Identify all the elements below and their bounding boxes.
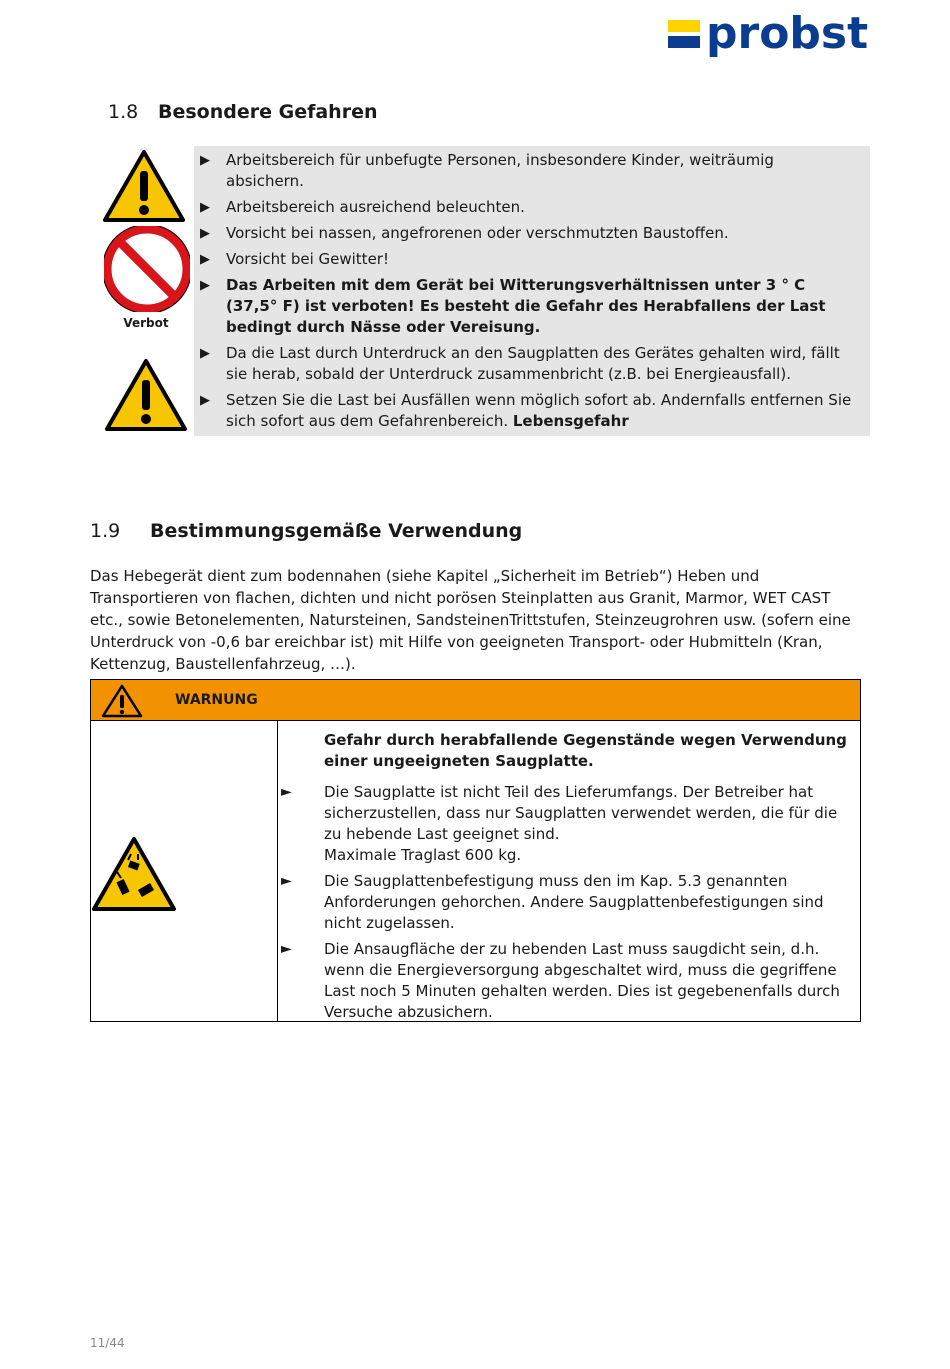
hazard-emphasis: Lebensgefahr xyxy=(512,412,629,430)
probst-logo-mark xyxy=(668,8,904,62)
table-divider xyxy=(277,721,278,1022)
hazard-list xyxy=(194,150,854,437)
hazard-item: ▶ Setzen Sie die Last bei Ausfällen wenn möglich sofort ab. Andernfalls entfernen Sie sich sofort aus dem Gefahrenbereich. Lebensgefahr xyxy=(200,391,852,430)
prohibition-icon xyxy=(104,226,190,316)
section-number: 1.8 xyxy=(108,101,139,123)
bullet-arrow-icon: ► xyxy=(281,873,292,889)
warning-header xyxy=(91,680,860,721)
bullet-arrow-icon: ▶ xyxy=(200,153,210,168)
hazard-item-bold: ▶ Das Arbeiten mit dem Gerät bei Witterungsverhältnissen unter 3 ° C (37,5° F) ist verboten! Es besteht die Gefahr des Herabfallens der Last bedingt durch Nässe oder Vereisung. xyxy=(200,276,826,336)
warning-triangle-icon xyxy=(104,358,188,436)
warning-item: ► Die Saugplattenbefestigung muss den im Kap. 5.3 genannten Anforderungen gehorchen. Andere Saugplattenbefestigungen sind nicht zugelassen. xyxy=(281,872,824,932)
prohibition-label: Verbot xyxy=(123,316,169,330)
bullet-arrow-icon: ▶ xyxy=(200,252,210,267)
warning-label: WARNUNG xyxy=(175,692,258,708)
page-number: 11/44 xyxy=(90,1336,125,1350)
hazard-item: ▶ Vorsicht bei Gewitter! xyxy=(200,250,389,268)
warning-triangle-icon xyxy=(101,684,143,718)
probst-logo xyxy=(668,8,904,62)
max-load-note: Maximale Traglast 600 kg. xyxy=(324,846,522,864)
bullet-arrow-icon: ▶ xyxy=(200,393,210,408)
bullet-arrow-icon: ▶ xyxy=(200,226,210,241)
intended-use-paragraph: Das Hebegerät dient zum bodennahen (siehe Kapitel „Sicherheit im Betrieb“) Heben und Transportieren von flachen, dichten und nicht porösen Steinplatten aus Granit, Marmor, WET CAST etc., sowie Betonelementen, Natursteinen, SandsteinenTrittstufen, Steinzeugrohren usw. (sofern eine Unterdruck von -0,6 bar ereichbar ist) mit Hilfe von geeigneten Transport- oder Hubmitteln (Kran, Kettenzug, Baustellenfahrzeug, …). xyxy=(90,567,851,673)
hazard-item: ▶ Vorsicht bei nassen, angefrorenen oder verschmutzten Baustoffen. xyxy=(200,224,729,242)
warning-box xyxy=(90,679,861,1022)
warning-item: ► Die Ansaugfläche der zu hebenden Last muss saugdicht sein, d.h. wenn die Energieversorgung abgeschaltet wird, muss die gegriffene Last noch 5 Minuten gehalten werden. Dies ist gegebenenfalls durch Versuche abzusichern. xyxy=(281,940,840,1021)
hazard-box xyxy=(194,146,870,436)
bullet-arrow-icon: ► xyxy=(281,941,292,957)
bullet-arrow-icon: ▶ xyxy=(200,278,210,293)
falling-objects-warning-icon xyxy=(91,836,177,916)
warning-triangle-icon xyxy=(102,149,186,227)
svg-text:probst: probst xyxy=(706,8,869,59)
hazard-item: ▶ Da die Last durch Unterdruck an den Saugplatten des Gerätes gehalten wird, fällt sie herab, sobald der Unterdruck zusammenbricht (z.B. bei Energieausfall). xyxy=(200,344,840,383)
section-title: Besondere Gefahren xyxy=(158,101,378,123)
warning-item: ► Die Saugplatte ist nicht Teil des Lieferumfangs. Der Betreiber hat sicherzustellen, dass nur Saugplatten verwendet werden, die für die zu hebende Last geeignet sind. Maximale Traglast 600 kg. xyxy=(279,782,859,866)
bullet-arrow-icon: ► xyxy=(281,784,292,800)
hazard-item: ▶ Arbeitsbereich für unbefugte Personen, insbesondere Kinder, weiträumig absichern. xyxy=(200,151,774,190)
bullet-arrow-icon: ▶ xyxy=(200,346,210,361)
hazard-item: ▶ Arbeitsbereich ausreichend beleuchten. xyxy=(200,198,525,216)
warning-content xyxy=(279,730,859,1028)
bullet-arrow-icon: ▶ xyxy=(200,200,210,215)
warning-title: Gefahr durch herabfallende Gegenstände wegen Verwendung einer ungeeigneten Saugplatte. xyxy=(324,731,847,770)
section-title: Bestimmungsgemäße Verwendung xyxy=(150,520,523,542)
section-number: 1.9 xyxy=(90,520,121,542)
